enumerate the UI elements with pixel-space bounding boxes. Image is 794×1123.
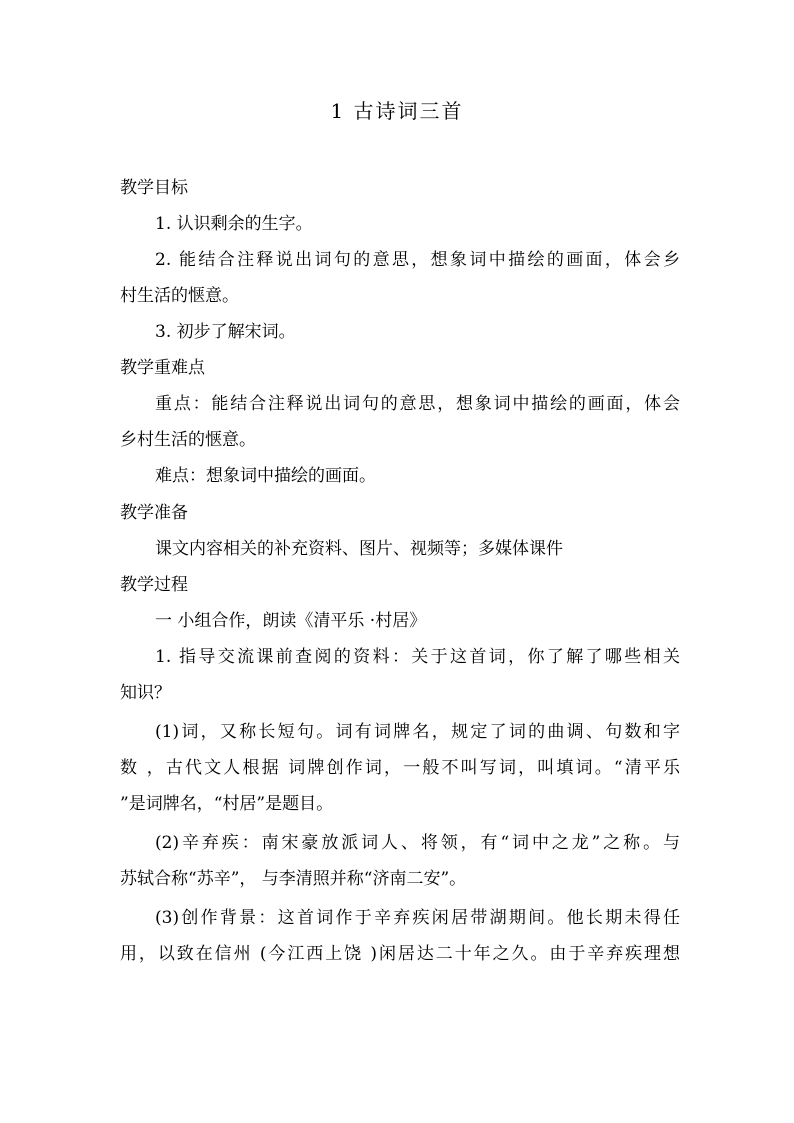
text-line: 知识？ xyxy=(120,683,171,703)
text-line: (1)词，又称长短句。词有词牌名，规定了词的曲调、句数和字 xyxy=(155,722,680,742)
page-title: 1 古诗词三首 xyxy=(330,99,464,123)
text-line: 1. 指导交流课前查阅的资料：关于这首词，你了解了哪些相关 xyxy=(155,647,680,667)
text-line: 3. 初步了解宋词。 xyxy=(155,322,296,342)
text-line: 教学重难点 xyxy=(120,358,205,378)
text-line: 1. 认识剩余的生字。 xyxy=(155,214,313,234)
text-line: 教学过程 xyxy=(120,575,188,595)
text-line: (3)创作背景：这首词作于辛弃疾闲居带湖期间。他长期未得任 xyxy=(155,908,680,928)
text-line: 苏轼合称“苏辛”， 与李清照并称“济南二安”。 xyxy=(120,869,467,889)
text-line: 难点：想象词中描绘的画面。 xyxy=(155,466,376,486)
text-line: 教学目标 xyxy=(120,178,188,198)
text-line: ”是词牌名，“村居”是题目。 xyxy=(120,794,334,814)
text-line: (2)辛弃疾：南宋豪放派词人、将领，有“词中之龙”之称。与 xyxy=(155,833,680,853)
text-line: 村生活的惬意。 xyxy=(120,286,239,306)
text-line: 用，以致在信州 (今江西上饶 )闲居达二十年之久。由于辛弃疾理想 xyxy=(120,944,680,964)
text-line: 一 小组合作，朗读《清平乐 ·村居》 xyxy=(155,611,427,631)
text-line: 重点：能结合注释说出词句的意思，想象词中描绘的画面，体会 xyxy=(155,394,680,414)
text-line: 乡村生活的惬意。 xyxy=(120,430,256,450)
text-line: 数 ，古代文人根据 词牌创作词，一般不叫写词，叫填词。“清平乐 xyxy=(120,758,680,778)
text-line: 课文内容相关的补充资料、图片、视频等；多媒体课件 xyxy=(155,539,563,559)
text-line: 教学准备 xyxy=(120,503,188,523)
text-line: 2. 能结合注释说出词句的意思，想象词中描绘的画面，体会乡 xyxy=(155,250,680,270)
